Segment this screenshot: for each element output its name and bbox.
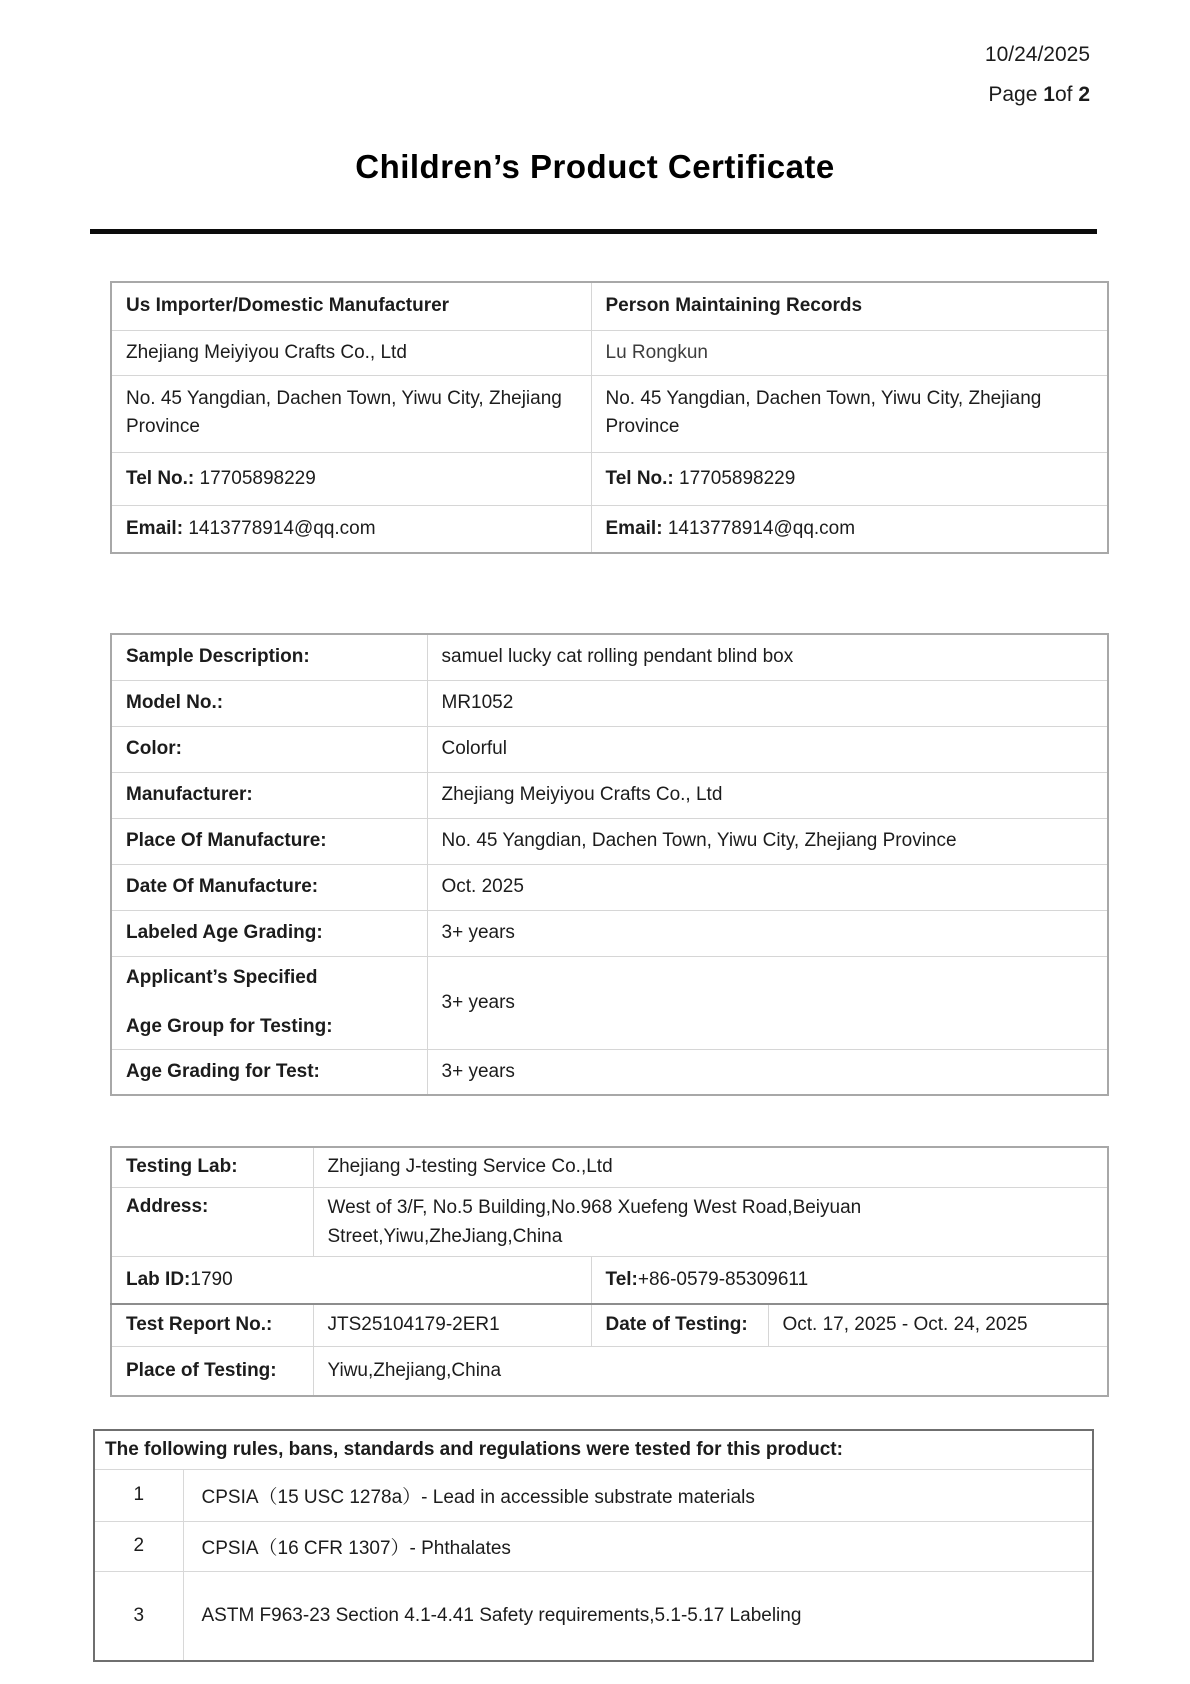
date-of-testing-value: Oct. 17, 2025 - Oct. 24, 2025 <box>768 1304 1108 1346</box>
lab-tel-label: Tel: <box>605 1268 638 1290</box>
tel-label: Tel No.: <box>126 467 195 489</box>
row-label: Model No.: <box>111 680 427 726</box>
row-label-line2: Age Group for Testing: <box>126 1016 333 1037</box>
table-row <box>111 726 1108 772</box>
tel-value: 17705898229 <box>679 467 796 489</box>
importer-header-cell: Us Importer/Domestic Manufacturer <box>111 282 591 330</box>
row-value: Colorful <box>427 726 1108 772</box>
manufacturer-email <box>111 505 591 553</box>
row-value: No. 45 Yangdian, Dachen Town, Yiwu City, Zhejiang Province <box>427 818 1108 864</box>
table-row <box>111 680 1108 726</box>
row-label-line1: Applicant’s Specified <box>126 967 318 988</box>
rules-header: The following rules, bans, standards and regulations were tested for this product: <box>94 1430 1093 1469</box>
table-row <box>111 452 1108 505</box>
manufacturer-tel <box>111 452 591 505</box>
manufacturer-name: Zhejiang Meiyiyou Crafts Co., Ltd <box>111 330 591 375</box>
row-value: 3+ years <box>427 1049 1108 1095</box>
page-total: 2 <box>1078 83 1090 106</box>
row-value: 3+ years <box>427 956 1108 1049</box>
row-value: Oct. 2025 <box>427 864 1108 910</box>
table-row <box>111 818 1108 864</box>
table-row <box>111 910 1108 956</box>
tel-value: 17705898229 <box>199 467 316 489</box>
table-row <box>111 1049 1108 1095</box>
table-row <box>94 1469 1093 1521</box>
page-number: 1 <box>1043 83 1055 106</box>
table-row <box>111 330 1108 375</box>
doc-date: 10/24/2025 <box>984 43 1090 66</box>
lab-tel-value: +86-0579-85309611 <box>637 1268 809 1290</box>
table-row <box>111 634 1108 680</box>
records-header-cell: Person Maintaining Records <box>591 282 1108 330</box>
table-row <box>111 864 1108 910</box>
testing-lab-label: Testing Lab: <box>111 1147 313 1187</box>
place-of-testing-value: Yiwu,Zhejiang,China <box>313 1346 1108 1396</box>
row-label: Labeled Age Grading: <box>111 910 427 956</box>
rule-number: 1 <box>94 1469 183 1521</box>
table-row <box>111 956 1108 1049</box>
table-row <box>94 1571 1093 1661</box>
table-row <box>111 282 1108 330</box>
lab-address-text: West of 3/F, No.5 Building,No.968 Xuefeng West Road,Beiyuan Street,Yiwu,ZheJiang,China <box>327 1196 862 1247</box>
table-row <box>111 1187 1108 1256</box>
importer-records-table <box>110 281 1109 554</box>
lab-tel-cell <box>591 1256 1108 1304</box>
records-person-tel <box>591 452 1108 505</box>
place-of-testing-label: Place of Testing: <box>111 1346 313 1396</box>
email-label: Email: <box>126 517 184 539</box>
page-word: Page <box>988 83 1038 106</box>
row-value: Zhejiang Meiyiyou Crafts Co., Ltd <box>427 772 1108 818</box>
row-label-two-line <box>111 956 427 1049</box>
row-label: Color: <box>111 726 427 772</box>
rules-table <box>93 1429 1094 1662</box>
row-value: 3+ years <box>427 910 1108 956</box>
email-value: 1413778914@qq.com <box>188 517 376 539</box>
date-of-testing-label: Date of Testing: <box>591 1304 768 1346</box>
manufacturer-address-text: No. 45 Yangdian, Dachen Town, Yiwu City, Zhejiang Province <box>126 387 562 437</box>
email-label: Email: <box>605 517 663 539</box>
report-no-value: JTS25104179-2ER1 <box>313 1304 591 1346</box>
table-row <box>111 505 1108 553</box>
records-person-address-text: No. 45 Yangdian, Dachen Town, Yiwu City, Zhejiang Province <box>605 387 1042 437</box>
lab-id-value: 1790 <box>190 1268 233 1290</box>
of-word: of <box>1054 83 1073 106</box>
row-label: Age Grading for Test: <box>111 1049 427 1095</box>
table-row <box>111 1256 1108 1304</box>
testing-lab-value: Zhejiang J-testing Service Co.,Ltd <box>313 1147 1108 1187</box>
records-person-name: Lu Rongkun <box>591 330 1108 375</box>
page-indicator <box>985 84 1090 105</box>
doc-header <box>985 44 1090 105</box>
rule-text: CPSIA（16 CFR 1307）- Phthalates <box>183 1521 1093 1571</box>
rule-text: ASTM F963-23 Section 4.1-4.41 Safety requirements,5.1-5.17 Labeling <box>183 1571 1093 1661</box>
row-label: Place Of Manufacture: <box>111 818 427 864</box>
table-row <box>111 1304 1108 1346</box>
table-row <box>94 1521 1093 1571</box>
rule-number: 3 <box>94 1571 183 1661</box>
table-row <box>94 1430 1093 1469</box>
product-details-table <box>110 633 1109 1096</box>
page-title: Children’s Product Certificate <box>355 148 835 185</box>
row-label: Manufacturer: <box>111 772 427 818</box>
row-label: Date Of Manufacture: <box>111 864 427 910</box>
report-no-label: Test Report No.: <box>111 1304 313 1346</box>
lab-address-value <box>313 1187 1108 1256</box>
row-value: samuel lucky cat rolling pendant blind box <box>427 634 1108 680</box>
email-value: 1413778914@qq.com <box>667 517 856 539</box>
records-person-address <box>591 375 1108 452</box>
row-label: Sample Description: <box>111 634 427 680</box>
lab-address-label: Address: <box>111 1187 313 1256</box>
manufacturer-address <box>111 375 591 452</box>
rule-text: CPSIA（15 USC 1278a）- Lead in accessible substrate materials <box>183 1469 1093 1521</box>
table-row <box>111 1346 1108 1396</box>
lab-id-cell <box>111 1256 591 1304</box>
lab-id-label: Lab ID: <box>126 1268 191 1290</box>
table-row <box>111 375 1108 452</box>
title-divider <box>90 229 1097 234</box>
table-row <box>111 772 1108 818</box>
testing-lab-table <box>110 1146 1109 1397</box>
rule-number: 2 <box>94 1521 183 1571</box>
records-person-email <box>591 505 1108 553</box>
row-value: MR1052 <box>427 680 1108 726</box>
table-row <box>111 1147 1108 1187</box>
tel-label: Tel No.: <box>605 467 674 489</box>
